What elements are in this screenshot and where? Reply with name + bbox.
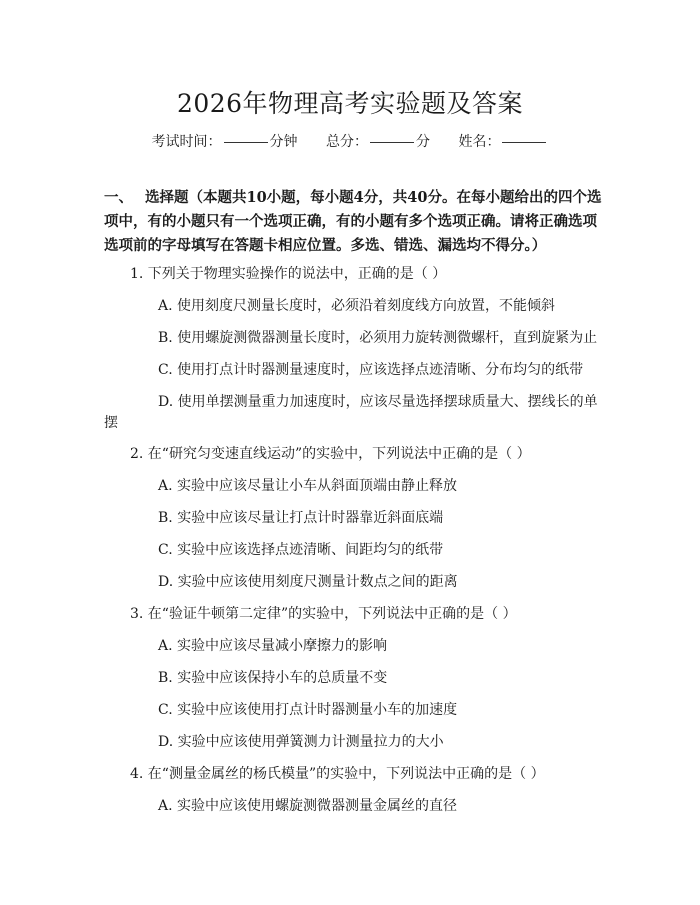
question-2-option-c: C. 实验中应该选择点迹清晰、间距均匀的纸带 <box>158 542 444 558</box>
question-1-option-c: C. 使用打点计时器测量速度时，应该选择点迹清晰、分布均匀的纸带 <box>158 362 584 378</box>
name-label: 姓名： <box>458 134 501 150</box>
question-1-stem: 1. 下列关于物理实验操作的说法中，正确的是（ ） <box>130 266 447 282</box>
question-3-option-a: A. 实验中应该尽量减小摩擦力的影响 <box>158 638 388 654</box>
question-2-stem: 2. 在“研究匀变速直线运动”的实验中，下列说法中正确的是（ ） <box>130 446 531 462</box>
section-heading <box>104 186 604 258</box>
time-field <box>152 131 298 151</box>
score-unit: 分 <box>416 134 430 150</box>
name-field <box>458 131 548 151</box>
question-3-stem: 3. 在“验证牛顿第二定律”的实验中，下列说法中正确的是（ ） <box>130 606 517 622</box>
score-label: 总分： <box>326 134 368 150</box>
question-4-option-a: A. 实验中应该使用螺旋测微器测量金属丝的直径 <box>158 798 458 814</box>
question-3-option-c: C. 实验中应该使用打点计时器测量小车的加速度 <box>158 702 458 718</box>
score-blank <box>370 142 414 143</box>
question-4-stem: 4. 在“测量金属丝的杨氏模量”的实验中，下列说法中正确的是（ ） <box>130 766 545 782</box>
section-instructions: 选择题（本题共10小题，每小题4分，共40分。在每小题给出的四个选项中，有的小题只有一个选项正确，有的小题有多个选项正确。请将正确选项选项前的字母填写在答题卡相应位置。多选、错选、漏选均不得分。） <box>104 189 602 254</box>
question-1-option-a: A. 使用刻度尺测量长度时，必须沿着刻度线方向放置，不能倾斜 <box>158 298 556 314</box>
question-3-option-b: B. 实验中应该保持小车的总质量不变 <box>158 670 388 686</box>
time-unit: 分钟 <box>269 134 298 150</box>
question-3-option-d: D. 实验中应该使用弹簧测力计测量拉力的大小 <box>158 734 444 750</box>
time-blank <box>224 142 268 143</box>
page-title: 2026年物理高考实验题及答案 <box>176 89 524 118</box>
score-field <box>326 131 430 151</box>
question-2-option-d: D. 实验中应该使用刻度尺测量计数点之间的距离 <box>158 574 458 590</box>
question-1-option-b: B. 使用螺旋测微器测量长度时，必须用力旋转测微螺杆，直到旋紧为止 <box>158 330 598 346</box>
name-blank <box>502 142 546 143</box>
question-1-option-d: D. 使用单摆测量重力加速度时，应该尽量选择摆球质量大、摆线长的单 <box>158 394 598 410</box>
question-1-option-d-wrap: 摆 <box>104 415 118 431</box>
section-number: 一、 <box>104 189 133 206</box>
question-2-option-b: B. 实验中应该尽量让打点计时器靠近斜面底端 <box>158 510 444 526</box>
time-label: 考试时间： <box>151 134 222 150</box>
question-2-option-a: A. 实验中应该尽量让小车从斜面顶端由静止释放 <box>158 478 458 494</box>
exam-meta <box>0 131 700 151</box>
